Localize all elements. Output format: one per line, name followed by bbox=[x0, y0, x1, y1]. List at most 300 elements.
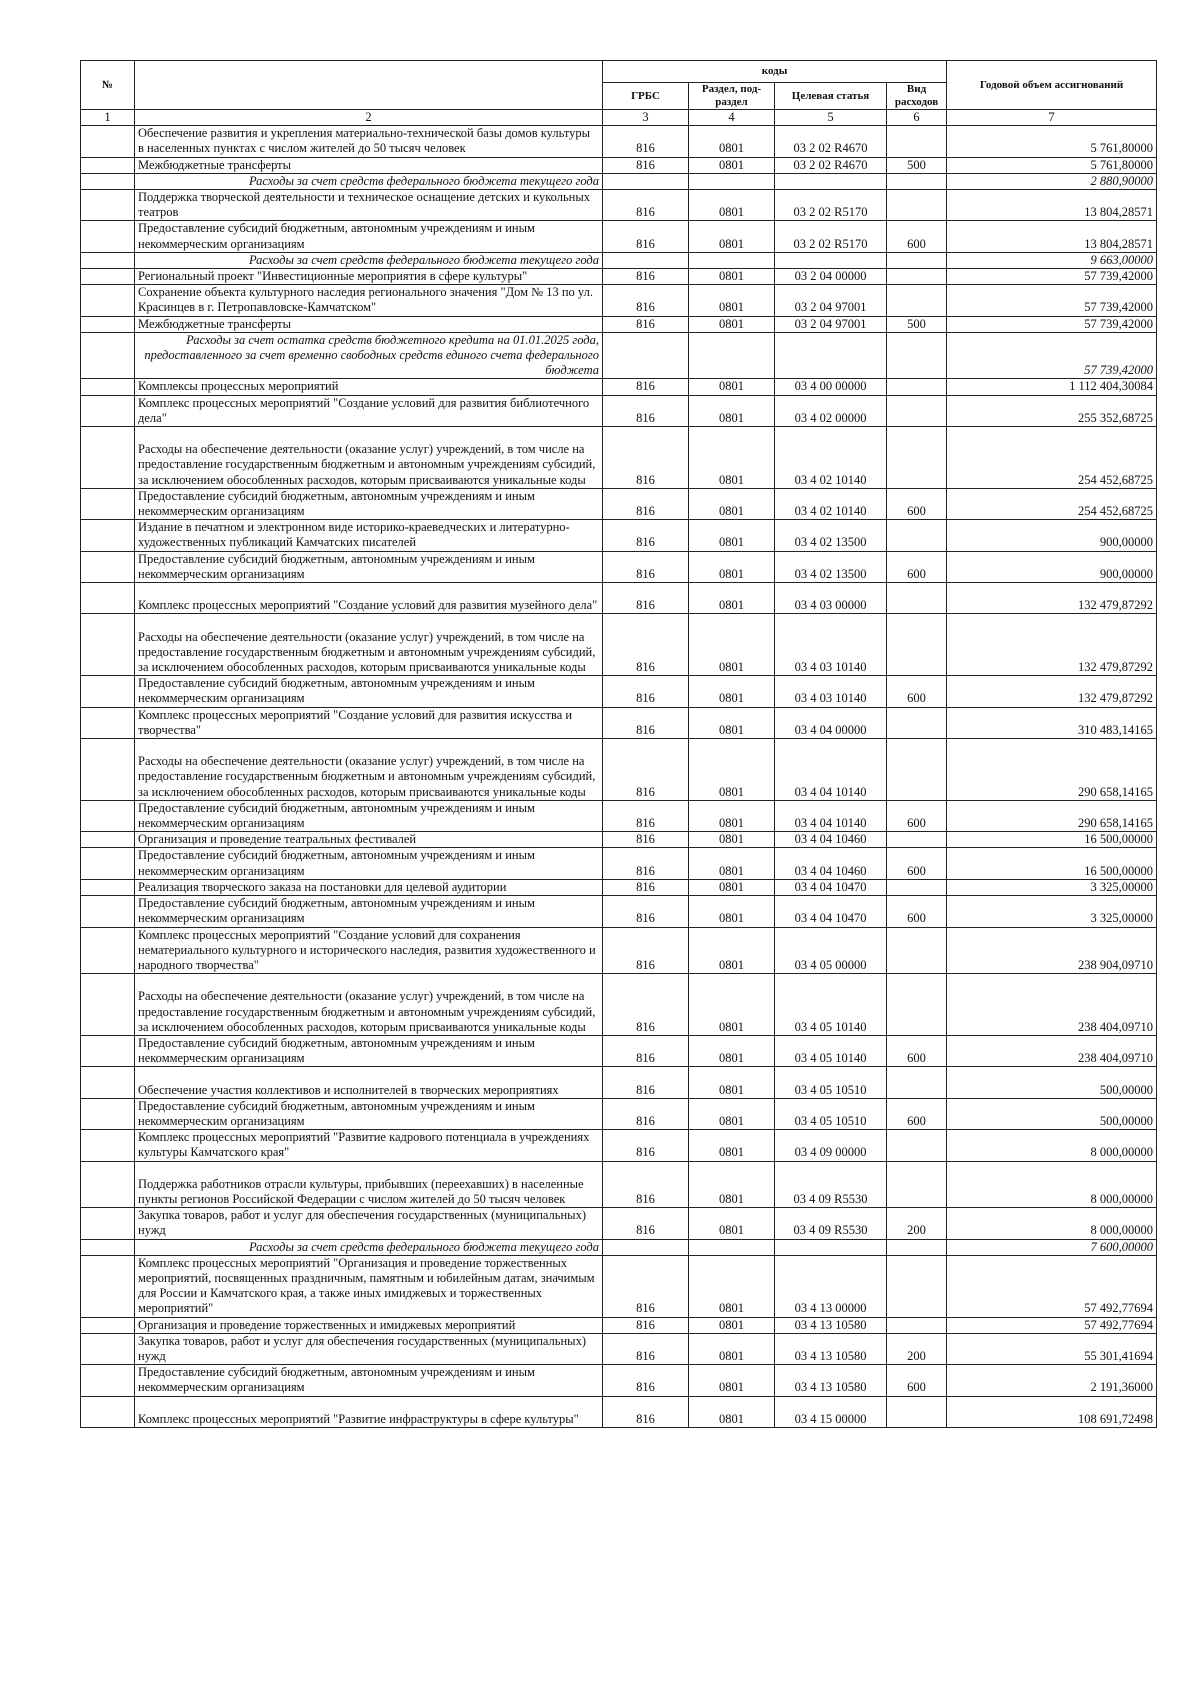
expense-name: Расходы на обеспечение деятельности (оказание услуг) учреждений, в том числе на предоставление государственным бюджетным и автономным учреждениям субсидий, за исключением обособленных расходов, которым присваиваются уникальные коды bbox=[135, 614, 603, 676]
razdel-cell: 0801 bbox=[689, 488, 775, 519]
expense-type-cell: 600 bbox=[887, 551, 947, 582]
expense-name: Закупка товаров, работ и услуг для обеспечения государственных (муниципальных) нужд bbox=[135, 1208, 603, 1239]
table-row bbox=[81, 1067, 1157, 1098]
target-article-cell: 03 4 09 00000 bbox=[775, 1130, 887, 1161]
row-number-cell bbox=[81, 1396, 135, 1427]
amount-cell: 5 761,80000 bbox=[947, 126, 1157, 157]
target-article-cell: 03 4 02 13500 bbox=[775, 551, 887, 582]
expense-type-cell bbox=[887, 1396, 947, 1427]
expense-name: Обеспечение развития и укрепления материально-технической базы домов культуры в населенных пунктах с числом жителей до 50 тысяч человек bbox=[135, 126, 603, 157]
budget-sheet bbox=[80, 60, 1156, 1428]
grbs-cell: 816 bbox=[603, 1067, 689, 1098]
razdel-cell bbox=[689, 1239, 775, 1255]
amount-cell: 57 492,77694 bbox=[947, 1255, 1157, 1317]
table-row bbox=[81, 676, 1157, 707]
header-no: № bbox=[81, 61, 135, 110]
expense-type-cell: 600 bbox=[887, 848, 947, 879]
row-number-cell bbox=[81, 1239, 135, 1255]
grbs-cell: 816 bbox=[603, 848, 689, 879]
target-article-cell: 03 2 04 97001 bbox=[775, 285, 887, 316]
column-index-row bbox=[81, 110, 1157, 126]
grbs-cell: 816 bbox=[603, 1098, 689, 1129]
table-row-note bbox=[81, 252, 1157, 268]
grbs-cell bbox=[603, 1239, 689, 1255]
grbs-cell: 816 bbox=[603, 395, 689, 426]
header-razdel: Раздел, под-раздел bbox=[689, 83, 775, 110]
razdel-cell: 0801 bbox=[689, 1365, 775, 1396]
expense-type-cell bbox=[887, 285, 947, 316]
expense-name: Обеспечение участия коллективов и исполнителей в творческих мероприятиях bbox=[135, 1067, 603, 1098]
grbs-cell: 816 bbox=[603, 520, 689, 551]
expense-type-cell bbox=[887, 520, 947, 551]
razdel-cell: 0801 bbox=[689, 1317, 775, 1333]
table-row bbox=[81, 583, 1157, 614]
header-blank bbox=[135, 61, 603, 110]
header-vid: Вид расходов bbox=[887, 83, 947, 110]
amount-cell: 16 500,00000 bbox=[947, 848, 1157, 879]
target-article-cell bbox=[775, 332, 887, 379]
expense-name: Поддержка творческой деятельности и техническое оснащение детских и кукольных театров bbox=[135, 190, 603, 221]
row-number-cell bbox=[81, 896, 135, 927]
table-row bbox=[81, 1255, 1157, 1317]
expense-name: Комплекс процессных мероприятий "Создание условий для сохранения нематериального культурного и исторического наследия, развития художественного и народного творчества" bbox=[135, 927, 603, 974]
target-article-cell: 03 4 02 10140 bbox=[775, 488, 887, 519]
expense-type-cell bbox=[887, 739, 947, 801]
expense-name: Комплекс процессных мероприятий "Организация и проведение торжественных мероприятий, посвященных праздничным, памятным и юбилейным датам, значимым для России и Камчатского края, а также иных имиджевых и торжественных мероприятий" bbox=[135, 1255, 603, 1317]
target-article-cell: 03 2 02 R4670 bbox=[775, 126, 887, 157]
grbs-cell: 816 bbox=[603, 1208, 689, 1239]
row-number-cell bbox=[81, 427, 135, 489]
razdel-cell: 0801 bbox=[689, 520, 775, 551]
razdel-cell: 0801 bbox=[689, 800, 775, 831]
row-number-cell bbox=[81, 1255, 135, 1317]
target-article-cell: 03 2 04 00000 bbox=[775, 269, 887, 285]
razdel-cell: 0801 bbox=[689, 1161, 775, 1208]
col-index: 4 bbox=[689, 110, 775, 126]
expense-type-cell: 500 bbox=[887, 157, 947, 173]
razdel-cell bbox=[689, 173, 775, 189]
row-number-cell bbox=[81, 614, 135, 676]
table-row bbox=[81, 427, 1157, 489]
expense-type-cell: 600 bbox=[887, 488, 947, 519]
table-row bbox=[81, 1161, 1157, 1208]
row-number-cell bbox=[81, 974, 135, 1036]
amount-cell: 290 658,14165 bbox=[947, 739, 1157, 801]
target-article-cell: 03 4 04 10140 bbox=[775, 739, 887, 801]
row-number-cell bbox=[81, 1067, 135, 1098]
table-row bbox=[81, 1396, 1157, 1427]
expense-name: Расходы на обеспечение деятельности (оказание услуг) учреждений, в том числе на предоставление государственным бюджетным и автономным учреждениям субсидий, за исключением обособленных расходов, которым присваиваются уникальные коды bbox=[135, 427, 603, 489]
grbs-cell: 816 bbox=[603, 614, 689, 676]
expense-type-cell bbox=[887, 332, 947, 379]
target-article-cell: 03 4 02 00000 bbox=[775, 395, 887, 426]
table-row bbox=[81, 1365, 1157, 1396]
target-article-cell: 03 4 13 00000 bbox=[775, 1255, 887, 1317]
amount-cell: 8 000,00000 bbox=[947, 1208, 1157, 1239]
grbs-cell: 816 bbox=[603, 551, 689, 582]
target-article-cell: 03 4 03 10140 bbox=[775, 676, 887, 707]
expense-type-cell bbox=[887, 707, 947, 738]
razdel-cell: 0801 bbox=[689, 927, 775, 974]
row-number-cell bbox=[81, 879, 135, 895]
row-number-cell bbox=[81, 269, 135, 285]
col-index: 5 bbox=[775, 110, 887, 126]
target-article-cell: 03 4 04 10140 bbox=[775, 800, 887, 831]
expense-type-cell bbox=[887, 395, 947, 426]
expense-name: Предоставление субсидий бюджетным, автономным учреждениям и иным некоммерческим организациям bbox=[135, 221, 603, 252]
table-row bbox=[81, 520, 1157, 551]
row-number-cell bbox=[81, 190, 135, 221]
amount-cell: 57 739,42000 bbox=[947, 269, 1157, 285]
expense-type-cell bbox=[887, 427, 947, 489]
amount-cell: 1 112 404,30084 bbox=[947, 379, 1157, 395]
expense-name: Комплекс процессных мероприятий "Развитие инфраструктуры в сфере культуры" bbox=[135, 1396, 603, 1427]
grbs-cell: 816 bbox=[603, 832, 689, 848]
expense-name: Предоставление субсидий бюджетным, автономным учреждениям и иным некоммерческим организациям bbox=[135, 676, 603, 707]
amount-cell: 900,00000 bbox=[947, 551, 1157, 582]
amount-cell: 500,00000 bbox=[947, 1098, 1157, 1129]
amount-cell: 254 452,68725 bbox=[947, 488, 1157, 519]
amount-cell: 57 739,42000 bbox=[947, 285, 1157, 316]
target-article-cell: 03 4 02 10140 bbox=[775, 427, 887, 489]
amount-cell: 5 761,80000 bbox=[947, 157, 1157, 173]
expense-name: Комплекс процессных мероприятий "Создание условий для развития искусства и творчества" bbox=[135, 707, 603, 738]
razdel-cell: 0801 bbox=[689, 1396, 775, 1427]
grbs-cell bbox=[603, 252, 689, 268]
amount-cell: 132 479,87292 bbox=[947, 676, 1157, 707]
amount-cell: 13 804,28571 bbox=[947, 190, 1157, 221]
table-row bbox=[81, 488, 1157, 519]
budget-table bbox=[80, 60, 1157, 1428]
razdel-cell: 0801 bbox=[689, 1333, 775, 1364]
expense-name: Реализация творческого заказа на постановки для целевой аудитории bbox=[135, 879, 603, 895]
target-article-cell: 03 4 05 10510 bbox=[775, 1098, 887, 1129]
table-row bbox=[81, 896, 1157, 927]
target-article-cell: 03 4 00 00000 bbox=[775, 379, 887, 395]
razdel-cell: 0801 bbox=[689, 1098, 775, 1129]
grbs-cell: 816 bbox=[603, 974, 689, 1036]
table-row bbox=[81, 1333, 1157, 1364]
table-row bbox=[81, 974, 1157, 1036]
razdel-cell: 0801 bbox=[689, 583, 775, 614]
expense-name: Закупка товаров, работ и услуг для обеспечения государственных (муниципальных) нужд bbox=[135, 1333, 603, 1364]
expense-type-cell bbox=[887, 252, 947, 268]
target-article-cell: 03 4 05 10510 bbox=[775, 1067, 887, 1098]
grbs-cell: 816 bbox=[603, 427, 689, 489]
amount-cell: 132 479,87292 bbox=[947, 583, 1157, 614]
amount-cell: 900,00000 bbox=[947, 520, 1157, 551]
expense-name: Организация и проведение театральных фестивалей bbox=[135, 832, 603, 848]
expense-type-cell: 500 bbox=[887, 316, 947, 332]
expense-type-cell bbox=[887, 1255, 947, 1317]
razdel-cell: 0801 bbox=[689, 879, 775, 895]
amount-cell: 238 404,09710 bbox=[947, 974, 1157, 1036]
razdel-cell: 0801 bbox=[689, 157, 775, 173]
note-label: Расходы за счет средств федерального бюджета текущего года bbox=[135, 252, 603, 268]
grbs-cell: 816 bbox=[603, 1317, 689, 1333]
row-number-cell bbox=[81, 1130, 135, 1161]
target-article-cell: 03 4 13 10580 bbox=[775, 1365, 887, 1396]
table-row bbox=[81, 832, 1157, 848]
col-index: 7 bbox=[947, 110, 1157, 126]
amount-cell: 2 191,36000 bbox=[947, 1365, 1157, 1396]
razdel-cell: 0801 bbox=[689, 221, 775, 252]
table-body bbox=[81, 126, 1157, 1428]
target-article-cell bbox=[775, 252, 887, 268]
table-row bbox=[81, 879, 1157, 895]
expense-type-cell: 600 bbox=[887, 676, 947, 707]
table-row bbox=[81, 1035, 1157, 1066]
razdel-cell: 0801 bbox=[689, 269, 775, 285]
grbs-cell: 816 bbox=[603, 800, 689, 831]
razdel-cell: 0801 bbox=[689, 126, 775, 157]
row-number-cell bbox=[81, 832, 135, 848]
target-article-cell: 03 4 09 R5530 bbox=[775, 1161, 887, 1208]
expense-name: Комплексы процессных мероприятий bbox=[135, 379, 603, 395]
row-number-cell bbox=[81, 520, 135, 551]
amount-cell: 255 352,68725 bbox=[947, 395, 1157, 426]
grbs-cell: 816 bbox=[603, 583, 689, 614]
razdel-cell: 0801 bbox=[689, 1130, 775, 1161]
razdel-cell bbox=[689, 252, 775, 268]
razdel-cell: 0801 bbox=[689, 1067, 775, 1098]
expense-type-cell bbox=[887, 927, 947, 974]
razdel-cell: 0801 bbox=[689, 395, 775, 426]
amount-cell: 310 483,14165 bbox=[947, 707, 1157, 738]
razdel-cell bbox=[689, 332, 775, 379]
amount-cell: 13 804,28571 bbox=[947, 221, 1157, 252]
target-article-cell: 03 4 13 10580 bbox=[775, 1333, 887, 1364]
table-row bbox=[81, 614, 1157, 676]
row-number-cell bbox=[81, 927, 135, 974]
table-row bbox=[81, 551, 1157, 582]
col-index: 1 bbox=[81, 110, 135, 126]
grbs-cell: 816 bbox=[603, 126, 689, 157]
target-article-cell: 03 4 04 00000 bbox=[775, 707, 887, 738]
target-article-cell: 03 4 02 13500 bbox=[775, 520, 887, 551]
grbs-cell: 816 bbox=[603, 927, 689, 974]
table-row bbox=[81, 395, 1157, 426]
amount-cell: 8 000,00000 bbox=[947, 1130, 1157, 1161]
expense-name: Предоставление субсидий бюджетным, автономным учреждениям и иным некоммерческим организациям bbox=[135, 1098, 603, 1129]
row-number-cell bbox=[81, 551, 135, 582]
grbs-cell: 816 bbox=[603, 676, 689, 707]
expense-type-cell: 600 bbox=[887, 896, 947, 927]
row-number-cell bbox=[81, 126, 135, 157]
amount-cell: 238 904,09710 bbox=[947, 927, 1157, 974]
amount-cell: 3 325,00000 bbox=[947, 879, 1157, 895]
target-article-cell: 03 2 02 R5170 bbox=[775, 221, 887, 252]
table-row bbox=[81, 739, 1157, 801]
col-index: 6 bbox=[887, 110, 947, 126]
row-number-cell bbox=[81, 707, 135, 738]
expense-type-cell: 600 bbox=[887, 1365, 947, 1396]
amount-cell: 57 739,42000 bbox=[947, 316, 1157, 332]
row-number-cell bbox=[81, 1161, 135, 1208]
row-number-cell bbox=[81, 285, 135, 316]
expense-type-cell bbox=[887, 974, 947, 1036]
target-article-cell bbox=[775, 1239, 887, 1255]
razdel-cell: 0801 bbox=[689, 285, 775, 316]
table-row bbox=[81, 157, 1157, 173]
razdel-cell: 0801 bbox=[689, 707, 775, 738]
expense-type-cell: 600 bbox=[887, 1098, 947, 1129]
razdel-cell: 0801 bbox=[689, 551, 775, 582]
razdel-cell: 0801 bbox=[689, 739, 775, 801]
expense-type-cell: 200 bbox=[887, 1208, 947, 1239]
expense-name: Предоставление субсидий бюджетным, автономным учреждениям и иным некоммерческим организациям bbox=[135, 1035, 603, 1066]
header-celevaya: Целевая статья bbox=[775, 83, 887, 110]
table-row bbox=[81, 800, 1157, 831]
grbs-cell: 816 bbox=[603, 1035, 689, 1066]
grbs-cell: 816 bbox=[603, 739, 689, 801]
expense-type-cell bbox=[887, 832, 947, 848]
table-header bbox=[81, 61, 1157, 126]
razdel-cell: 0801 bbox=[689, 1035, 775, 1066]
expense-name: Издание в печатном и электронном виде историко-краеведческих и литературно-художественных публикаций Камчатских писателей bbox=[135, 520, 603, 551]
target-article-cell: 03 4 03 00000 bbox=[775, 583, 887, 614]
amount-cell: 57 492,77694 bbox=[947, 1317, 1157, 1333]
expense-name: Расходы на обеспечение деятельности (оказание услуг) учреждений, в том числе на предоставление государственным бюджетным и автономным учреждениям субсидий, за исключением обособленных расходов, которым присваиваются уникальные коды bbox=[135, 739, 603, 801]
target-article-cell: 03 4 04 10470 bbox=[775, 879, 887, 895]
row-number-cell bbox=[81, 332, 135, 379]
note-amount: 2 880,90000 bbox=[947, 173, 1157, 189]
amount-cell: 16 500,00000 bbox=[947, 832, 1157, 848]
amount-cell: 290 658,14165 bbox=[947, 800, 1157, 831]
row-number-cell bbox=[81, 316, 135, 332]
grbs-cell: 816 bbox=[603, 1396, 689, 1427]
table-row bbox=[81, 269, 1157, 285]
grbs-cell: 816 bbox=[603, 1333, 689, 1364]
grbs-cell: 816 bbox=[603, 285, 689, 316]
table-row bbox=[81, 379, 1157, 395]
expense-type-cell bbox=[887, 1239, 947, 1255]
grbs-cell: 816 bbox=[603, 896, 689, 927]
table-row bbox=[81, 316, 1157, 332]
target-article-cell: 03 4 04 10460 bbox=[775, 832, 887, 848]
expense-type-cell bbox=[887, 879, 947, 895]
row-number-cell bbox=[81, 157, 135, 173]
table-row bbox=[81, 1098, 1157, 1129]
expense-type-cell bbox=[887, 1130, 947, 1161]
expense-type-cell bbox=[887, 190, 947, 221]
grbs-cell bbox=[603, 173, 689, 189]
expense-name: Организация и проведение торжественных и имиджевых мероприятий bbox=[135, 1317, 603, 1333]
row-number-cell bbox=[81, 676, 135, 707]
target-article-cell: 03 4 05 10140 bbox=[775, 1035, 887, 1066]
expense-type-cell bbox=[887, 173, 947, 189]
razdel-cell: 0801 bbox=[689, 379, 775, 395]
row-number-cell bbox=[81, 395, 135, 426]
grbs-cell: 816 bbox=[603, 1130, 689, 1161]
expense-type-cell bbox=[887, 1161, 947, 1208]
row-number-cell bbox=[81, 379, 135, 395]
razdel-cell: 0801 bbox=[689, 676, 775, 707]
grbs-cell: 816 bbox=[603, 1161, 689, 1208]
table-row bbox=[81, 848, 1157, 879]
razdel-cell: 0801 bbox=[689, 974, 775, 1036]
row-number-cell bbox=[81, 173, 135, 189]
amount-cell: 3 325,00000 bbox=[947, 896, 1157, 927]
expense-name: Комплекс процессных мероприятий "Развитие кадрового потенциала в учреждениях культуры Камчатского края" bbox=[135, 1130, 603, 1161]
row-number-cell bbox=[81, 488, 135, 519]
expense-type-cell: 200 bbox=[887, 1333, 947, 1364]
target-article-cell bbox=[775, 173, 887, 189]
table-row bbox=[81, 221, 1157, 252]
row-number-cell bbox=[81, 252, 135, 268]
row-number-cell bbox=[81, 1208, 135, 1239]
razdel-cell: 0801 bbox=[689, 896, 775, 927]
grbs-cell: 816 bbox=[603, 1255, 689, 1317]
razdel-cell: 0801 bbox=[689, 1255, 775, 1317]
note-amount: 9 663,00000 bbox=[947, 252, 1157, 268]
table-row bbox=[81, 707, 1157, 738]
razdel-cell: 0801 bbox=[689, 427, 775, 489]
razdel-cell: 0801 bbox=[689, 1208, 775, 1239]
note-label: Расходы за счет остатка средств бюджетного кредита на 01.01.2025 года, предоставленного за счет временно свободных средств единого счета федерального бюджета bbox=[135, 332, 603, 379]
expense-name: Предоставление субсидий бюджетным, автономным учреждениям и иным некоммерческим организациям bbox=[135, 551, 603, 582]
razdel-cell: 0801 bbox=[689, 316, 775, 332]
target-article-cell: 03 4 04 10470 bbox=[775, 896, 887, 927]
expense-name: Межбюджетные трансферты bbox=[135, 316, 603, 332]
table-row-note bbox=[81, 332, 1157, 379]
expense-type-cell bbox=[887, 1317, 947, 1333]
row-number-cell bbox=[81, 800, 135, 831]
header-codes: коды bbox=[603, 61, 947, 83]
row-number-cell bbox=[81, 583, 135, 614]
note-amount: 57 739,42000 bbox=[947, 332, 1157, 379]
target-article-cell: 03 2 02 R4670 bbox=[775, 157, 887, 173]
target-article-cell: 03 4 15 00000 bbox=[775, 1396, 887, 1427]
target-article-cell: 03 4 13 10580 bbox=[775, 1317, 887, 1333]
amount-cell: 500,00000 bbox=[947, 1067, 1157, 1098]
row-number-cell bbox=[81, 1333, 135, 1364]
amount-cell: 238 404,09710 bbox=[947, 1035, 1157, 1066]
target-article-cell: 03 4 04 10460 bbox=[775, 848, 887, 879]
amount-cell: 132 479,87292 bbox=[947, 614, 1157, 676]
row-number-cell bbox=[81, 1098, 135, 1129]
expense-name: Региональный проект "Инвестиционные мероприятия в сфере культуры" bbox=[135, 269, 603, 285]
grbs-cell: 816 bbox=[603, 707, 689, 738]
target-article-cell: 03 2 04 97001 bbox=[775, 316, 887, 332]
expense-name: Межбюджетные трансферты bbox=[135, 157, 603, 173]
grbs-cell: 816 bbox=[603, 221, 689, 252]
expense-type-cell bbox=[887, 583, 947, 614]
expense-type-cell bbox=[887, 126, 947, 157]
table-row bbox=[81, 1130, 1157, 1161]
expense-name: Предоставление субсидий бюджетным, автономным учреждениям и иным некоммерческим организациям bbox=[135, 800, 603, 831]
expense-name: Поддержка работников отрасли культуры, прибывших (переехавших) в населенные пункты регионов Российской Федерации с числом жителей до 50 тысяч человек bbox=[135, 1161, 603, 1208]
grbs-cell: 816 bbox=[603, 190, 689, 221]
row-number-cell bbox=[81, 848, 135, 879]
row-number-cell bbox=[81, 739, 135, 801]
note-amount: 7 600,00000 bbox=[947, 1239, 1157, 1255]
expense-name: Комплекс процессных мероприятий "Создание условий для развития библиотечного дела" bbox=[135, 395, 603, 426]
expense-type-cell bbox=[887, 269, 947, 285]
row-number-cell bbox=[81, 221, 135, 252]
header-godovoy: Годовой объем ассигнований bbox=[947, 61, 1157, 110]
amount-cell: 254 452,68725 bbox=[947, 427, 1157, 489]
expense-name: Комплекс процессных мероприятий "Создание условий для развития музейного дела" bbox=[135, 583, 603, 614]
target-article-cell: 03 4 05 10140 bbox=[775, 974, 887, 1036]
expense-type-cell bbox=[887, 1067, 947, 1098]
razdel-cell: 0801 bbox=[689, 832, 775, 848]
table-row bbox=[81, 1208, 1157, 1239]
amount-cell: 8 000,00000 bbox=[947, 1161, 1157, 1208]
razdel-cell: 0801 bbox=[689, 614, 775, 676]
amount-cell: 55 301,41694 bbox=[947, 1333, 1157, 1364]
grbs-cell: 816 bbox=[603, 488, 689, 519]
